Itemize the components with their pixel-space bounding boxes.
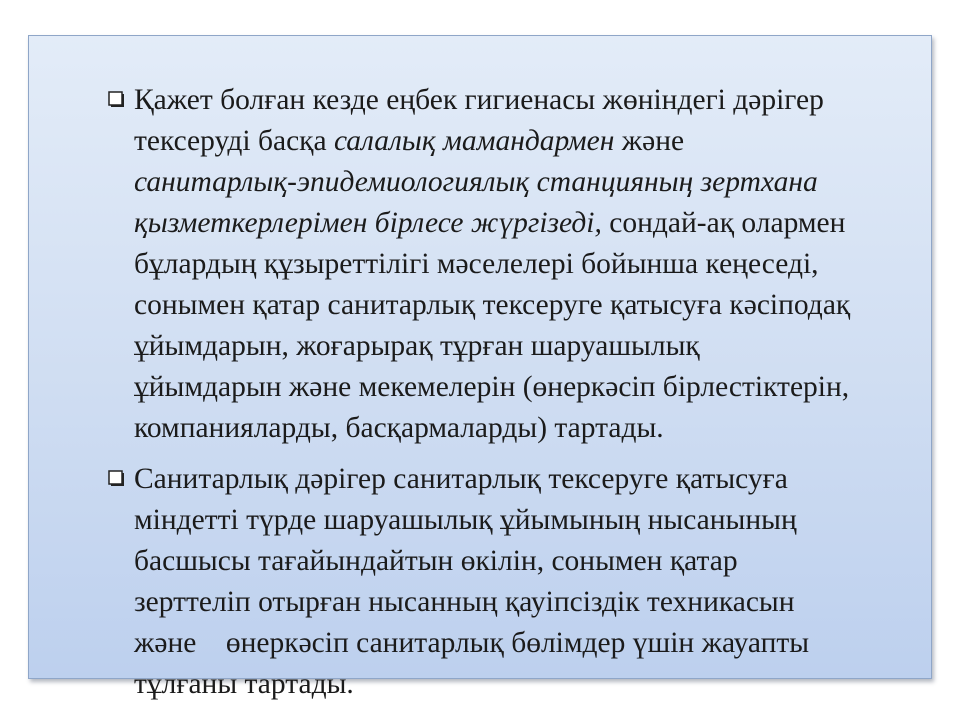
text-segment: ұйымдарын, жоғарырақ тұрған шаруашылық — [134, 330, 700, 362]
text-segment: тұлғаны тартады. — [134, 668, 354, 700]
bullet-text-line — [134, 582, 957, 623]
text-segment: ұйымдарын және мекемелерін (өнеркәсіп бірлестіктерін, — [134, 371, 850, 403]
bullet-text-line — [134, 203, 957, 244]
text-segment: міндетті түрде шаруашылық ұйымының нысанының — [134, 504, 797, 536]
bullet-text-line — [134, 500, 957, 541]
bullet-text-line — [134, 623, 957, 664]
checkbox-icon — [108, 91, 125, 108]
slide-content — [107, 80, 957, 705]
text-segment: зерттеліп отырған нысанның қауіпсіздік техникасын — [134, 586, 795, 618]
bullet-text-line — [134, 408, 957, 449]
bullet-text-line — [134, 162, 957, 203]
text-segment: компанияларды, басқармаларды) тартады. — [134, 412, 664, 444]
italic-text-segment: санитарлық-эпидемиологиялық станцияның зертхана — [134, 166, 818, 198]
bullet-text-line — [134, 121, 957, 162]
text-segment: бұлардың құзыреттілігі мәселелері бойынша кеңеседі, — [134, 248, 819, 280]
text-segment: сондай-ақ олармен — [601, 207, 846, 239]
text-segment: Қажет болған кезде еңбек гигиенасы жөніндегі дәрігер — [134, 84, 824, 116]
checkbox-icon — [108, 470, 125, 487]
italic-text-segment: қызметкерлерімен бірлесе жүргізеді, — [134, 207, 602, 239]
bullet-item — [107, 80, 957, 449]
bullet-text-line — [134, 285, 957, 326]
text-segment: және өнеркәсіп санитарлық бөлімдер үшін жауапты — [134, 627, 810, 659]
text-segment: және — [614, 125, 685, 157]
text-segment: сонымен қатар санитарлық тексеруге қатысуға кәсіподақ — [134, 289, 851, 321]
bullet-item — [107, 459, 957, 705]
bullet-text-line — [134, 664, 957, 705]
bullet-text-line — [134, 80, 957, 121]
bullet-text-line — [134, 367, 957, 408]
text-segment: Санитарлық дәрігер санитарлық тексеруге қатысуға — [134, 463, 788, 495]
text-segment: тексеруді басқа — [134, 125, 334, 157]
slide-text-panel — [28, 35, 932, 700]
bullet-text-line — [134, 244, 957, 285]
bullet-text-line — [134, 459, 957, 500]
bullet-text-line — [134, 326, 957, 367]
bullet-text-line — [134, 541, 957, 582]
text-segment: басшысы тағайындайтын өкілін, сонымен қатар — [134, 545, 738, 577]
italic-text-segment: салалық мамандармен — [333, 125, 615, 157]
